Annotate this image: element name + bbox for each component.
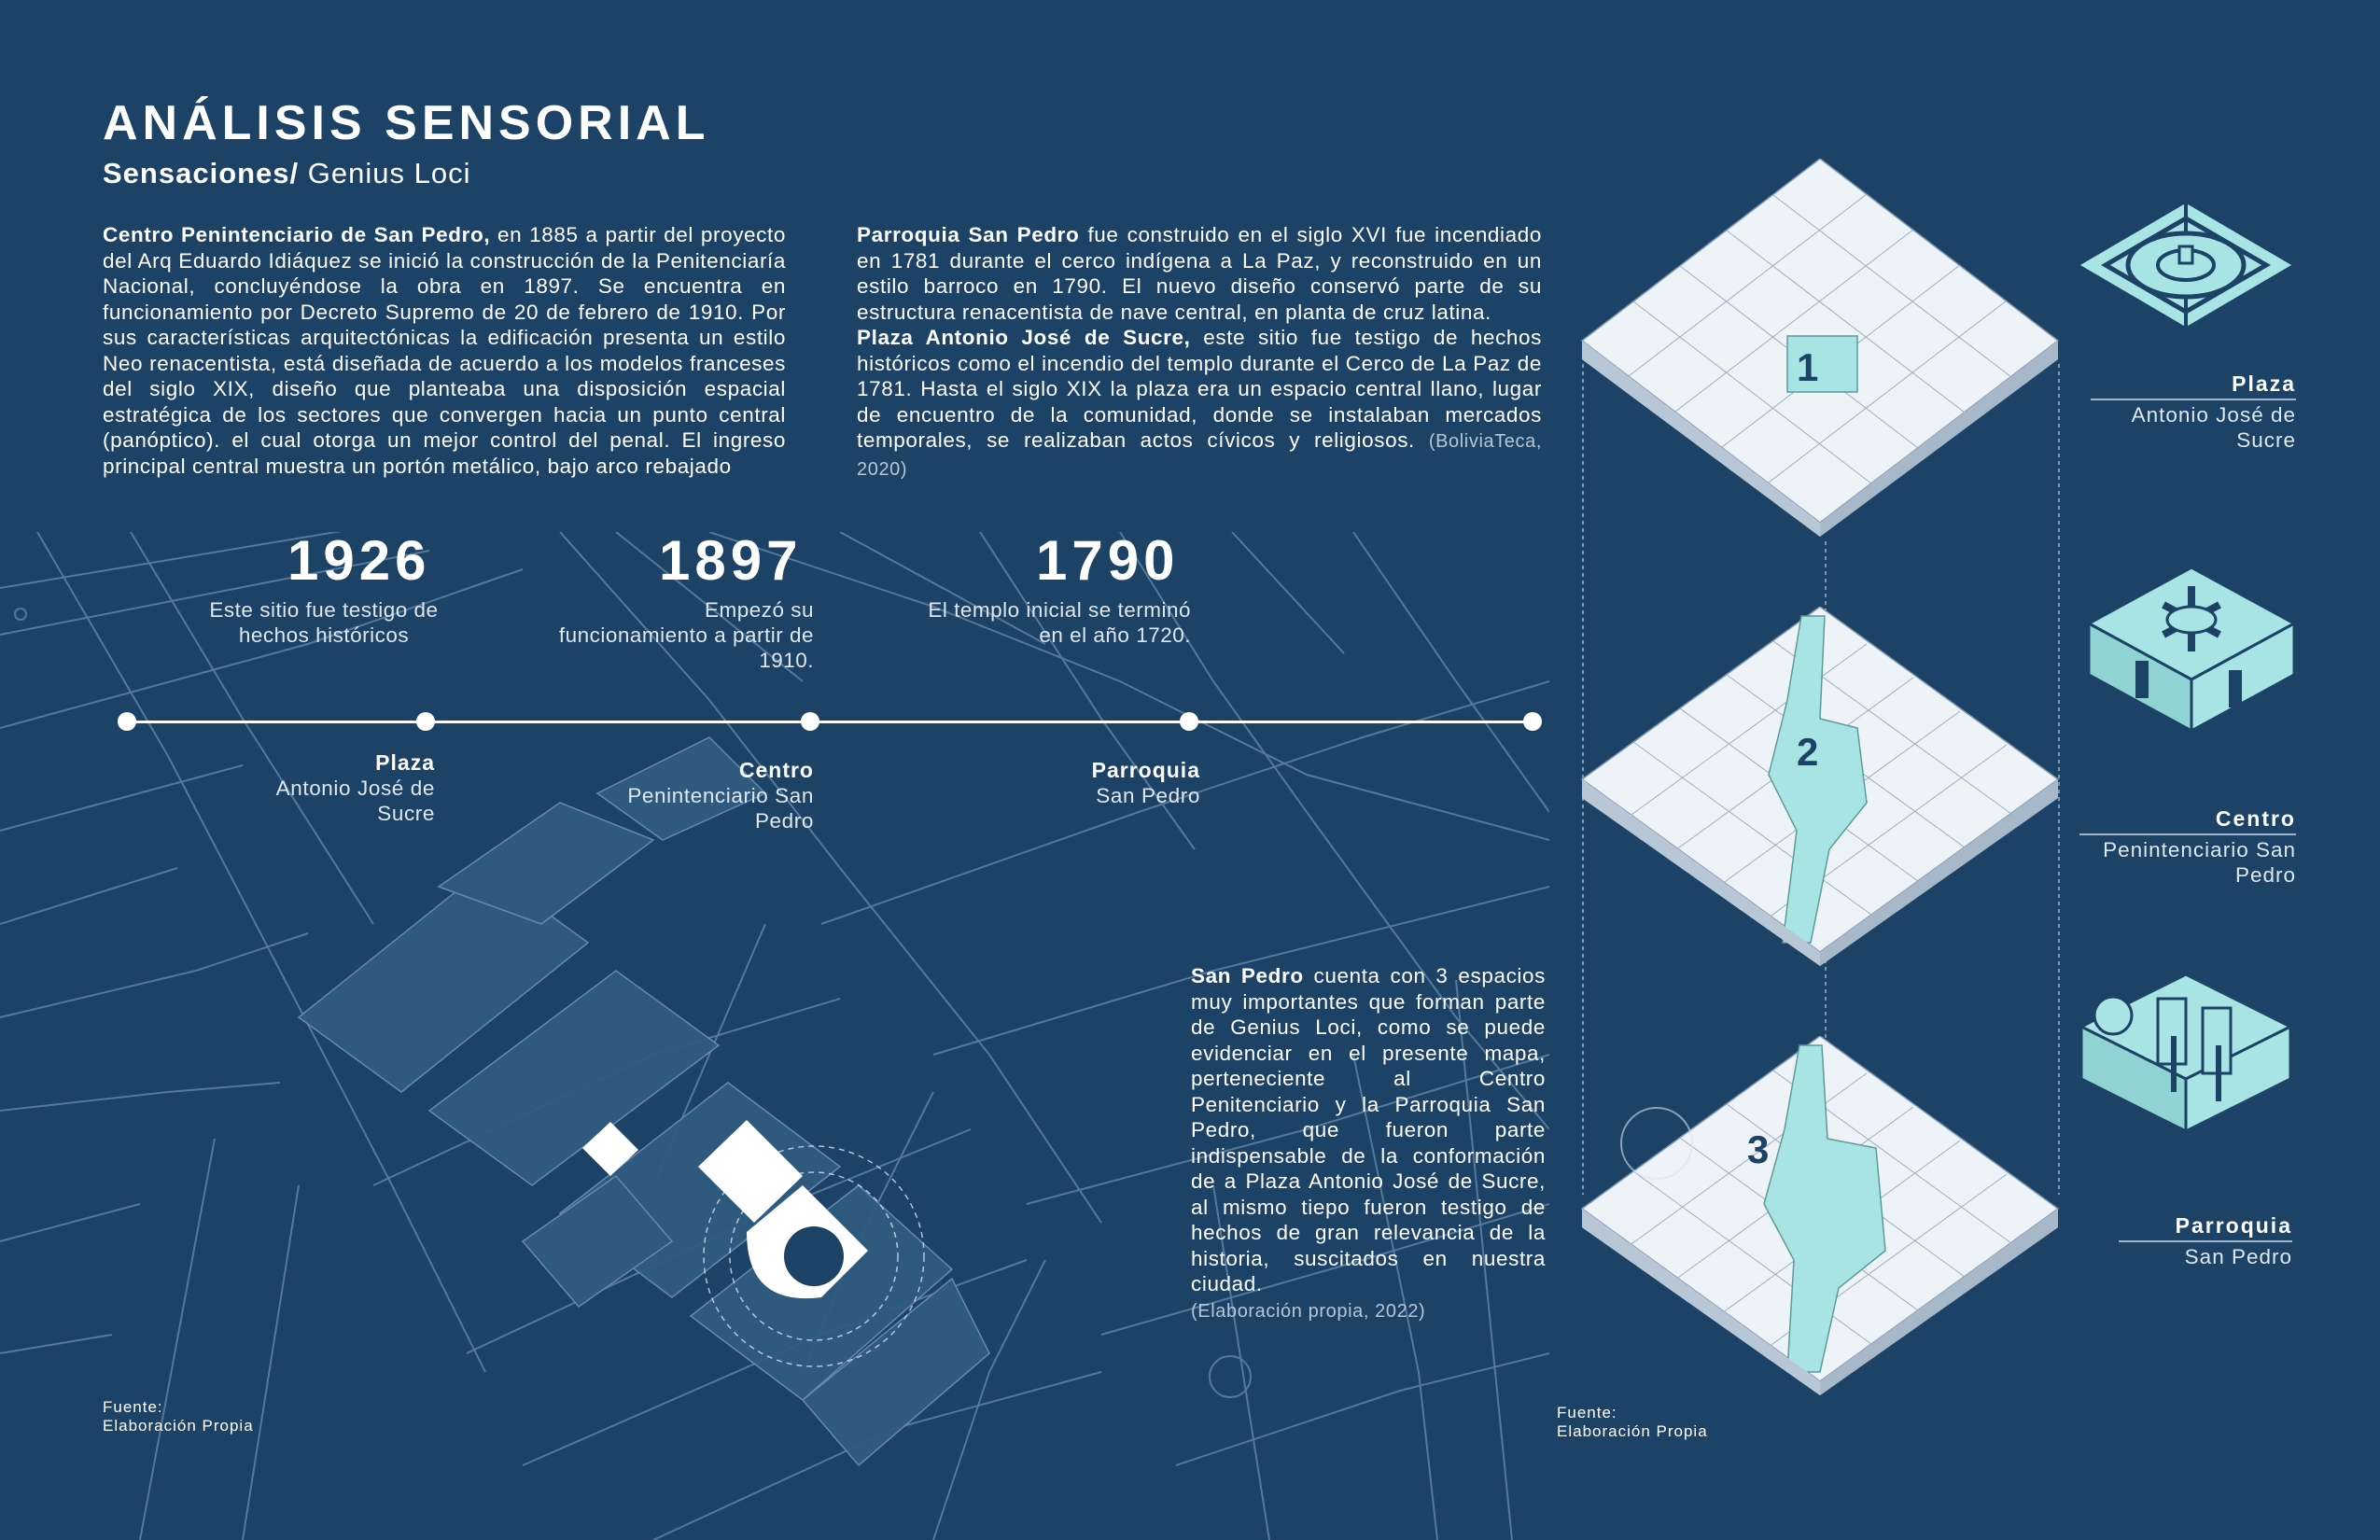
timeline-year-3: 1790 — [1036, 529, 1180, 592]
intro-right-citation: (BoliviaTeca, 2020) — [857, 431, 1543, 480]
timeline-label-title: Parroquia — [1091, 758, 1200, 782]
intro-right-paragraph-2 — [857, 325, 1542, 483]
parish-icon — [2074, 971, 2298, 1139]
right-label-sub: Penintenciario San Pedro — [2103, 838, 2296, 887]
label-divider — [2091, 399, 2296, 400]
page-subtitle — [103, 157, 470, 190]
iso-block-number-1: 1 — [1797, 345, 1819, 389]
timeline-line — [127, 721, 1533, 723]
timeline-year-2: 1897 — [659, 529, 803, 592]
right-label-sub: San Pedro — [2184, 1245, 2292, 1268]
timeline-label-3 — [1008, 758, 1200, 808]
right-label-title: Parroquia — [2175, 1213, 2292, 1238]
timeline-year-desc-3: El templo inicial se terminó en el año 1720. — [928, 598, 1191, 647]
source-right-label: Fuente: — [1557, 1404, 1617, 1421]
source-right-value: Elaboración Propia — [1557, 1422, 1708, 1440]
intro-right-lead-2: Plaza Antonio José de Sucre, — [857, 326, 1191, 349]
right-label-sub: Antonio José de Sucre — [2131, 403, 2296, 452]
timeline-year-desc-1: Este sitio fue testigo de hechos históricos — [209, 598, 439, 647]
timeline-dot — [801, 712, 819, 731]
iso-block-number-2: 2 — [1797, 730, 1819, 774]
label-divider — [2119, 1240, 2292, 1242]
timeline-year-1: 1926 — [287, 529, 431, 592]
timeline-label-title: Centro — [738, 758, 814, 782]
timeline-dot — [1180, 712, 1198, 731]
timeline-dot — [1523, 712, 1542, 731]
right-label-plaza — [2091, 371, 2296, 453]
subtitle-bold: Sensaciones/ — [103, 157, 300, 189]
page-title: ANÁLISIS SENSORIAL — [103, 96, 710, 150]
label-divider — [2079, 833, 2296, 835]
timeline-label-title: Plaza — [375, 750, 435, 775]
right-label-title: Centro — [2215, 806, 2296, 831]
plaza-icon — [2074, 198, 2298, 333]
map-note-citation: (Elaboración propia, 2022) — [1191, 1300, 1426, 1322]
penitentiary-icon — [2079, 558, 2300, 735]
timeline-dot — [416, 712, 435, 731]
timeline-label-sub: Penintenciario San Pedro — [627, 784, 814, 833]
source-left — [103, 1398, 254, 1435]
iso-block-1 — [1577, 159, 2063, 541]
map-note-lead: San Pedro — [1191, 964, 1304, 987]
iso-block-3 — [1577, 1036, 2063, 1400]
iso-block-2 — [1577, 607, 2063, 971]
intro-left-text: en 1885 a partir del proyecto del Arq Eduardo Idiáquez se inició la construcción de la Penitenciaría Nacional, concluyéndose la obra en 1897. Se encuentra en funcionamiento por Decreto Supremo de 20 de febrero de 1910. Por sus características arquitectónicas la edificación presenta un estilo Neo renacentista, está diseñada de acuerdo a los modelos franceses del siglo XIX, diseño que planteaba una disposición espacial estratégica de los sectores que convergen hacia un punto central (panóptico). el cual otorga un mejor control del penal. El ingreso principal central muestra un portón metálico, bajo arco rebajado — [103, 223, 786, 478]
timeline-label-sub: Antonio José de Sucre — [275, 777, 435, 825]
iso-block-number-3: 3 — [1747, 1127, 1770, 1171]
map-note-text: cuenta con 3 espacios muy importantes que forman parte de Genius Loci, como se puede evidenciar en el presente mapa, perteneciente al Centro Penitenciario y la Parroquia San Pedro, que fueron parte indispensable de la conformación de a Plaza Antonio José de Sucre, al mismo tiepo fueron testigo de hechos de gran relevancia de la historia, suscitados en nuestra ciudad. — [1191, 964, 1546, 1295]
intro-left-paragraph — [103, 222, 786, 479]
map-note — [1191, 963, 1546, 1324]
right-label-centro — [2079, 806, 2296, 888]
subtitle-rest: Genius Loci — [299, 157, 471, 189]
source-left-value: Elaboración Propia — [103, 1417, 254, 1435]
timeline-dot — [118, 712, 136, 731]
timeline-year-desc-2: Empezó su funcionamiento a partir de 1910. — [558, 598, 814, 672]
timeline-label-2 — [597, 758, 814, 833]
intro-right-text-2: este sitio fue testigo de hechos históricos como el incendio del templo durante el Cerco de La Paz de 1781. Hasta el siglo XIX la plaza era un espacio central llano, lugar de encuentro de la comunidad, donde se instalaban mercados temporales, se realizaban actos cívicos y religiosos. — [857, 326, 1542, 452]
right-label-parroquia — [2119, 1213, 2292, 1269]
intro-right-text-1: fue construido en el siglo XVI fue incendiado en 1781 durante el cerco indígena a La Paz, y reconstruido en un estilo barroco en 1790. El nuevo diseño conservó parte de su estructura renacentista de nave central, en planta de cruz latina. — [857, 223, 1542, 324]
timeline-label-1 — [233, 750, 435, 826]
intro-right-paragraph-1 — [857, 222, 1542, 325]
right-label-title: Plaza — [2232, 371, 2296, 396]
source-left-label: Fuente: — [103, 1398, 163, 1416]
intro-left-lead: Centro Penintenciario de San Pedro, — [103, 223, 491, 246]
timeline-label-sub: San Pedro — [1096, 784, 1200, 807]
intro-right-lead-1: Parroquia San Pedro — [857, 223, 1080, 246]
intro-right-column — [857, 222, 1542, 483]
